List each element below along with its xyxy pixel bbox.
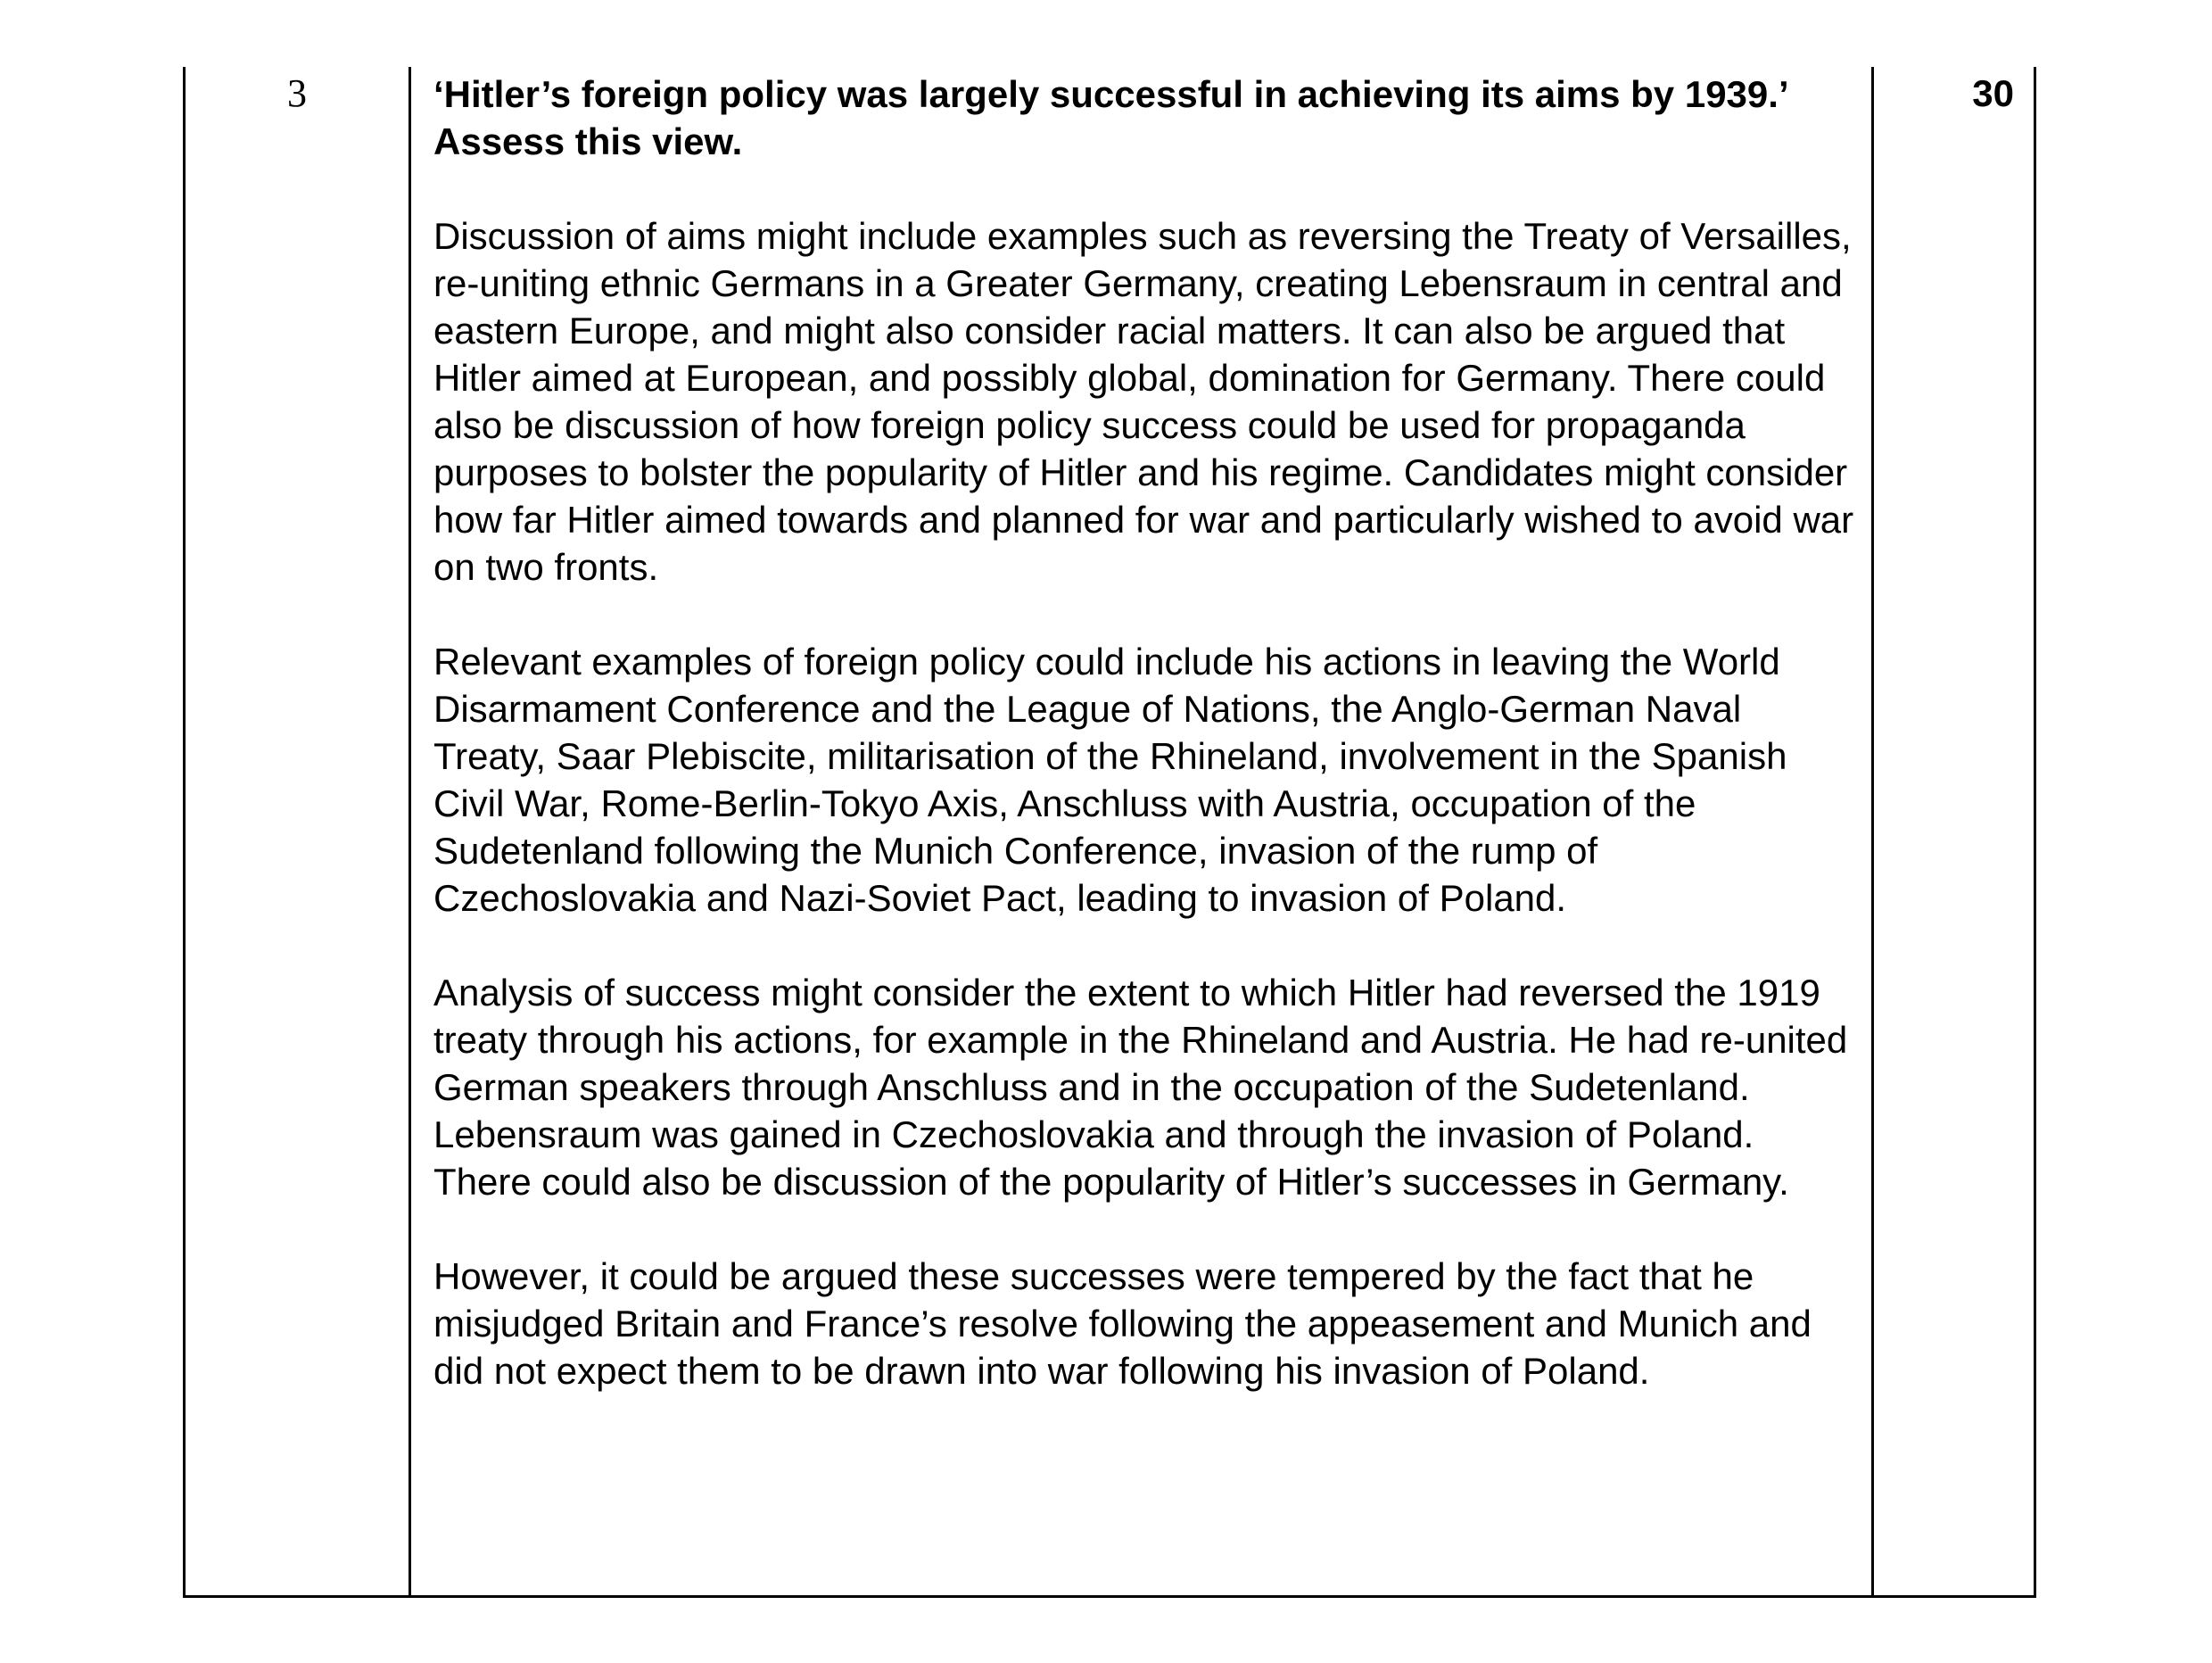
guidance-paragraph-examples: Relevant examples of foreign policy could include his actions in leaving the World Disarmament Conference and the League of Nations, the Anglo-German Naval Treaty, Saar Plebiscite, militarisation of the Rhineland, involvement in the Spanish Civil War, Rome-Berlin-Tokyo Axis, Anschluss with Austria, occupation of the Sudetenland following the Munich Conference, invasion of the rump of Czechoslovakia and Nazi-Soviet Pact, leading to invasion of Poland. <box>433 641 1787 919</box>
question-number: 3 <box>287 71 307 115</box>
column-divider <box>1871 67 1874 1595</box>
guidance-paragraph-aims: Discussion of aims might include examples such as reversing the Treaty of Versailles, re-uniting ethnic Germans in a Greater Germany, creating Lebensraum in central and eastern Europe, and might also consider racial matters. It can also be argued that Hitler aimed at European, and possibly global, domination for Germany. There could also be discussion of how foreign policy success could be used for propaganda purposes to bolster the popularity of Hitler and his regime. Candidates might consider how far Hitler aimed towards and planned for war and particularly wished to avoid war on two fronts. <box>433 215 1854 588</box>
column-divider <box>409 67 411 1595</box>
guidance-paragraph-success: Analysis of success might consider the extent to which Hitler had reversed the 1919 treaty through his actions, for example in the Rhineland and Austria. He had re-united German speakers through Anschluss and in the occupation of the Sudetenland. Lebensraum was gained in Czechoslovakia and through the invasion of Poland. There could also be discussion of the popularity of Hitler’s successes in Germany. <box>433 972 1848 1203</box>
marks-value: 30 <box>1972 72 2014 114</box>
guidance-cell <box>433 70 1861 1394</box>
guidance-paragraph-counter: However, it could be argued these successes were tempered by the fact that he misjudged Britain and France’s resolve following the appeasement and Munich and did not expect them to be drawn into war following his invasion of Poland. <box>433 1255 1812 1392</box>
mark-scheme-table <box>183 67 2036 1598</box>
question-text: ‘Hitler’s foreign policy was largely successful in achieving its aims by 1939.’ Assess this view. <box>433 73 1787 162</box>
